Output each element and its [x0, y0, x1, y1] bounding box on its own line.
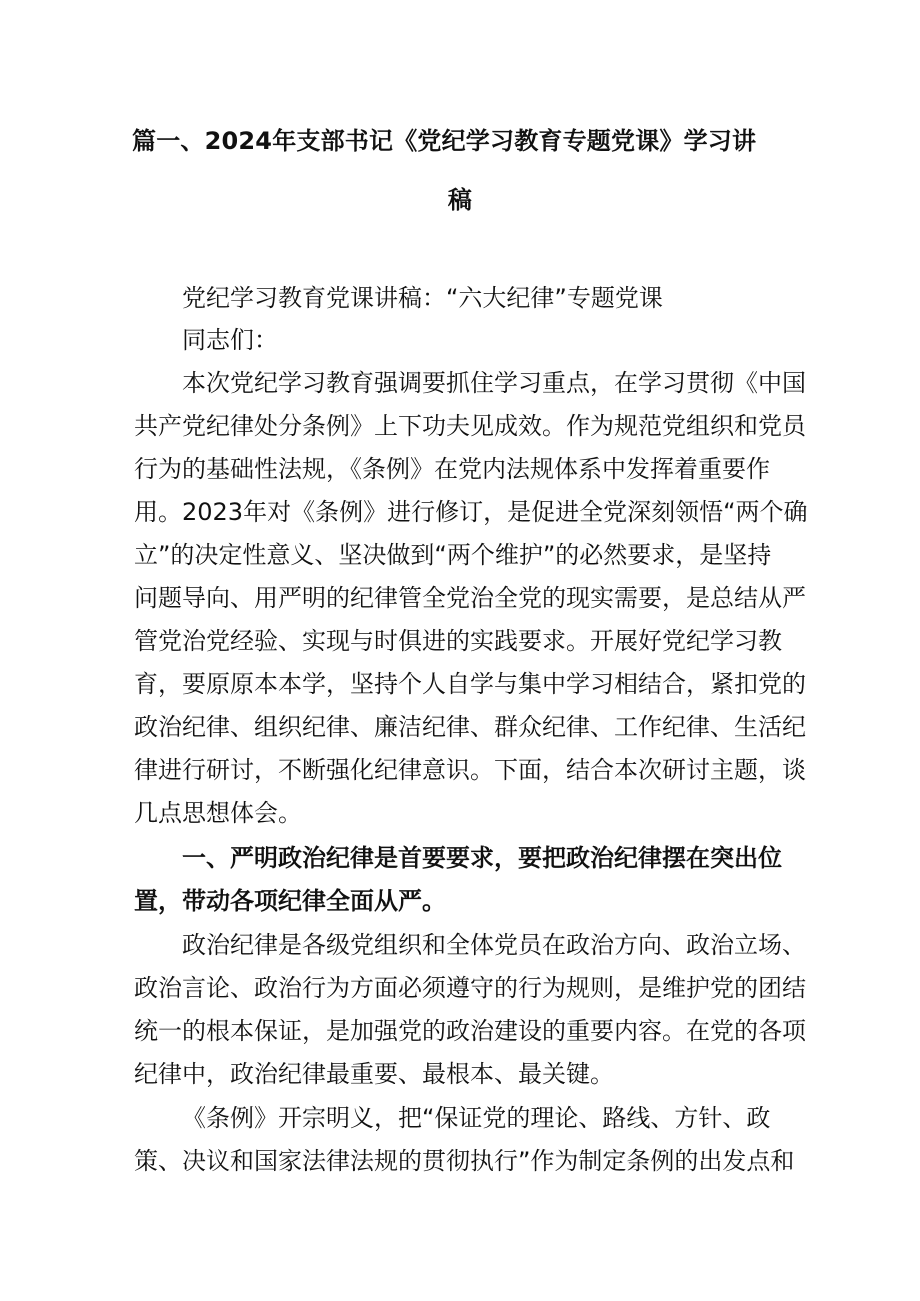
paragraph1-line: 几点思想体会。 — [134, 799, 302, 827]
section-heading-line: 一、严明政治纪律是首要要求，要把政治纪律摆在突出位 — [182, 844, 782, 872]
paragraph2-line: 政治言论、政治行为方面必须遵守的行为规则，是维护党的团结 — [134, 974, 806, 1002]
paragraph1-line: 问题导向、用严明的纪律管全党治全党的现实需要，是总结从严 — [134, 584, 806, 612]
paragraph3-line: 策、决议和国家法律法规的贯彻执行”作为制定条例的出发点和 — [134, 1147, 795, 1175]
paragraph2-line: 纪律中，政治纪律最重要、最根本、最关键。 — [134, 1060, 614, 1088]
section-heading-line: 置，带动各项纪律全面从严。 — [134, 887, 446, 915]
paragraph1-line: 本次党纪学习教育强调要抓住学习重点，在学习贯彻《中国 — [182, 369, 806, 397]
subtitle: 党纪学习教育党课讲稿：“六大纪律”专题党课 — [182, 284, 663, 312]
paragraph1-line: 管党治党经验、实现与时俱进的实践要求。开展好党纪学习教 — [134, 627, 782, 655]
paragraph1-line: 立”的决定性意义、坚决做到“两个维护”的必然要求，是坚持 — [134, 541, 772, 569]
paragraph1-line: 政治纪律、组织纪律、廉洁纪律、群众纪律、工作纪律、生活纪 — [134, 713, 806, 741]
document-title-line1: 篇一、2024年支部书记《党纪学习教育专题党课》学习讲 — [132, 127, 757, 155]
paragraph2-line: 政治纪律是各级党组织和全体党员在政治方向、政治立场、 — [182, 931, 806, 959]
paragraph2-line: 统一的根本保证，是加强党的政治建设的重要内容。在党的各项 — [134, 1017, 806, 1045]
paragraph1-line: 行为的基础性法规，《条例》在党内法规体系中发挥着重要作 — [134, 455, 770, 483]
paragraph1-line: 律进行研讨，不断强化纪律意识。下面，结合本次研讨主题，谈 — [134, 756, 806, 784]
paragraph1-line: 用。2023年对《条例》进行修订，是促进全党深刻领悟“两个确 — [134, 498, 808, 526]
paragraph1-line: 育，要原原本本学，坚持个人自学与集中学习相结合，紧扣党的 — [134, 670, 806, 698]
document-title-line2: 稿 — [447, 186, 473, 214]
salutation: 同志们： — [182, 326, 278, 354]
paragraph3-line: 《条例》开宗明义，把“保证党的理论、路线、方针、政 — [182, 1104, 771, 1132]
paragraph1-line: 共产党纪律处分条例》上下功夫见成效。作为规范党组织和党员 — [134, 412, 806, 440]
